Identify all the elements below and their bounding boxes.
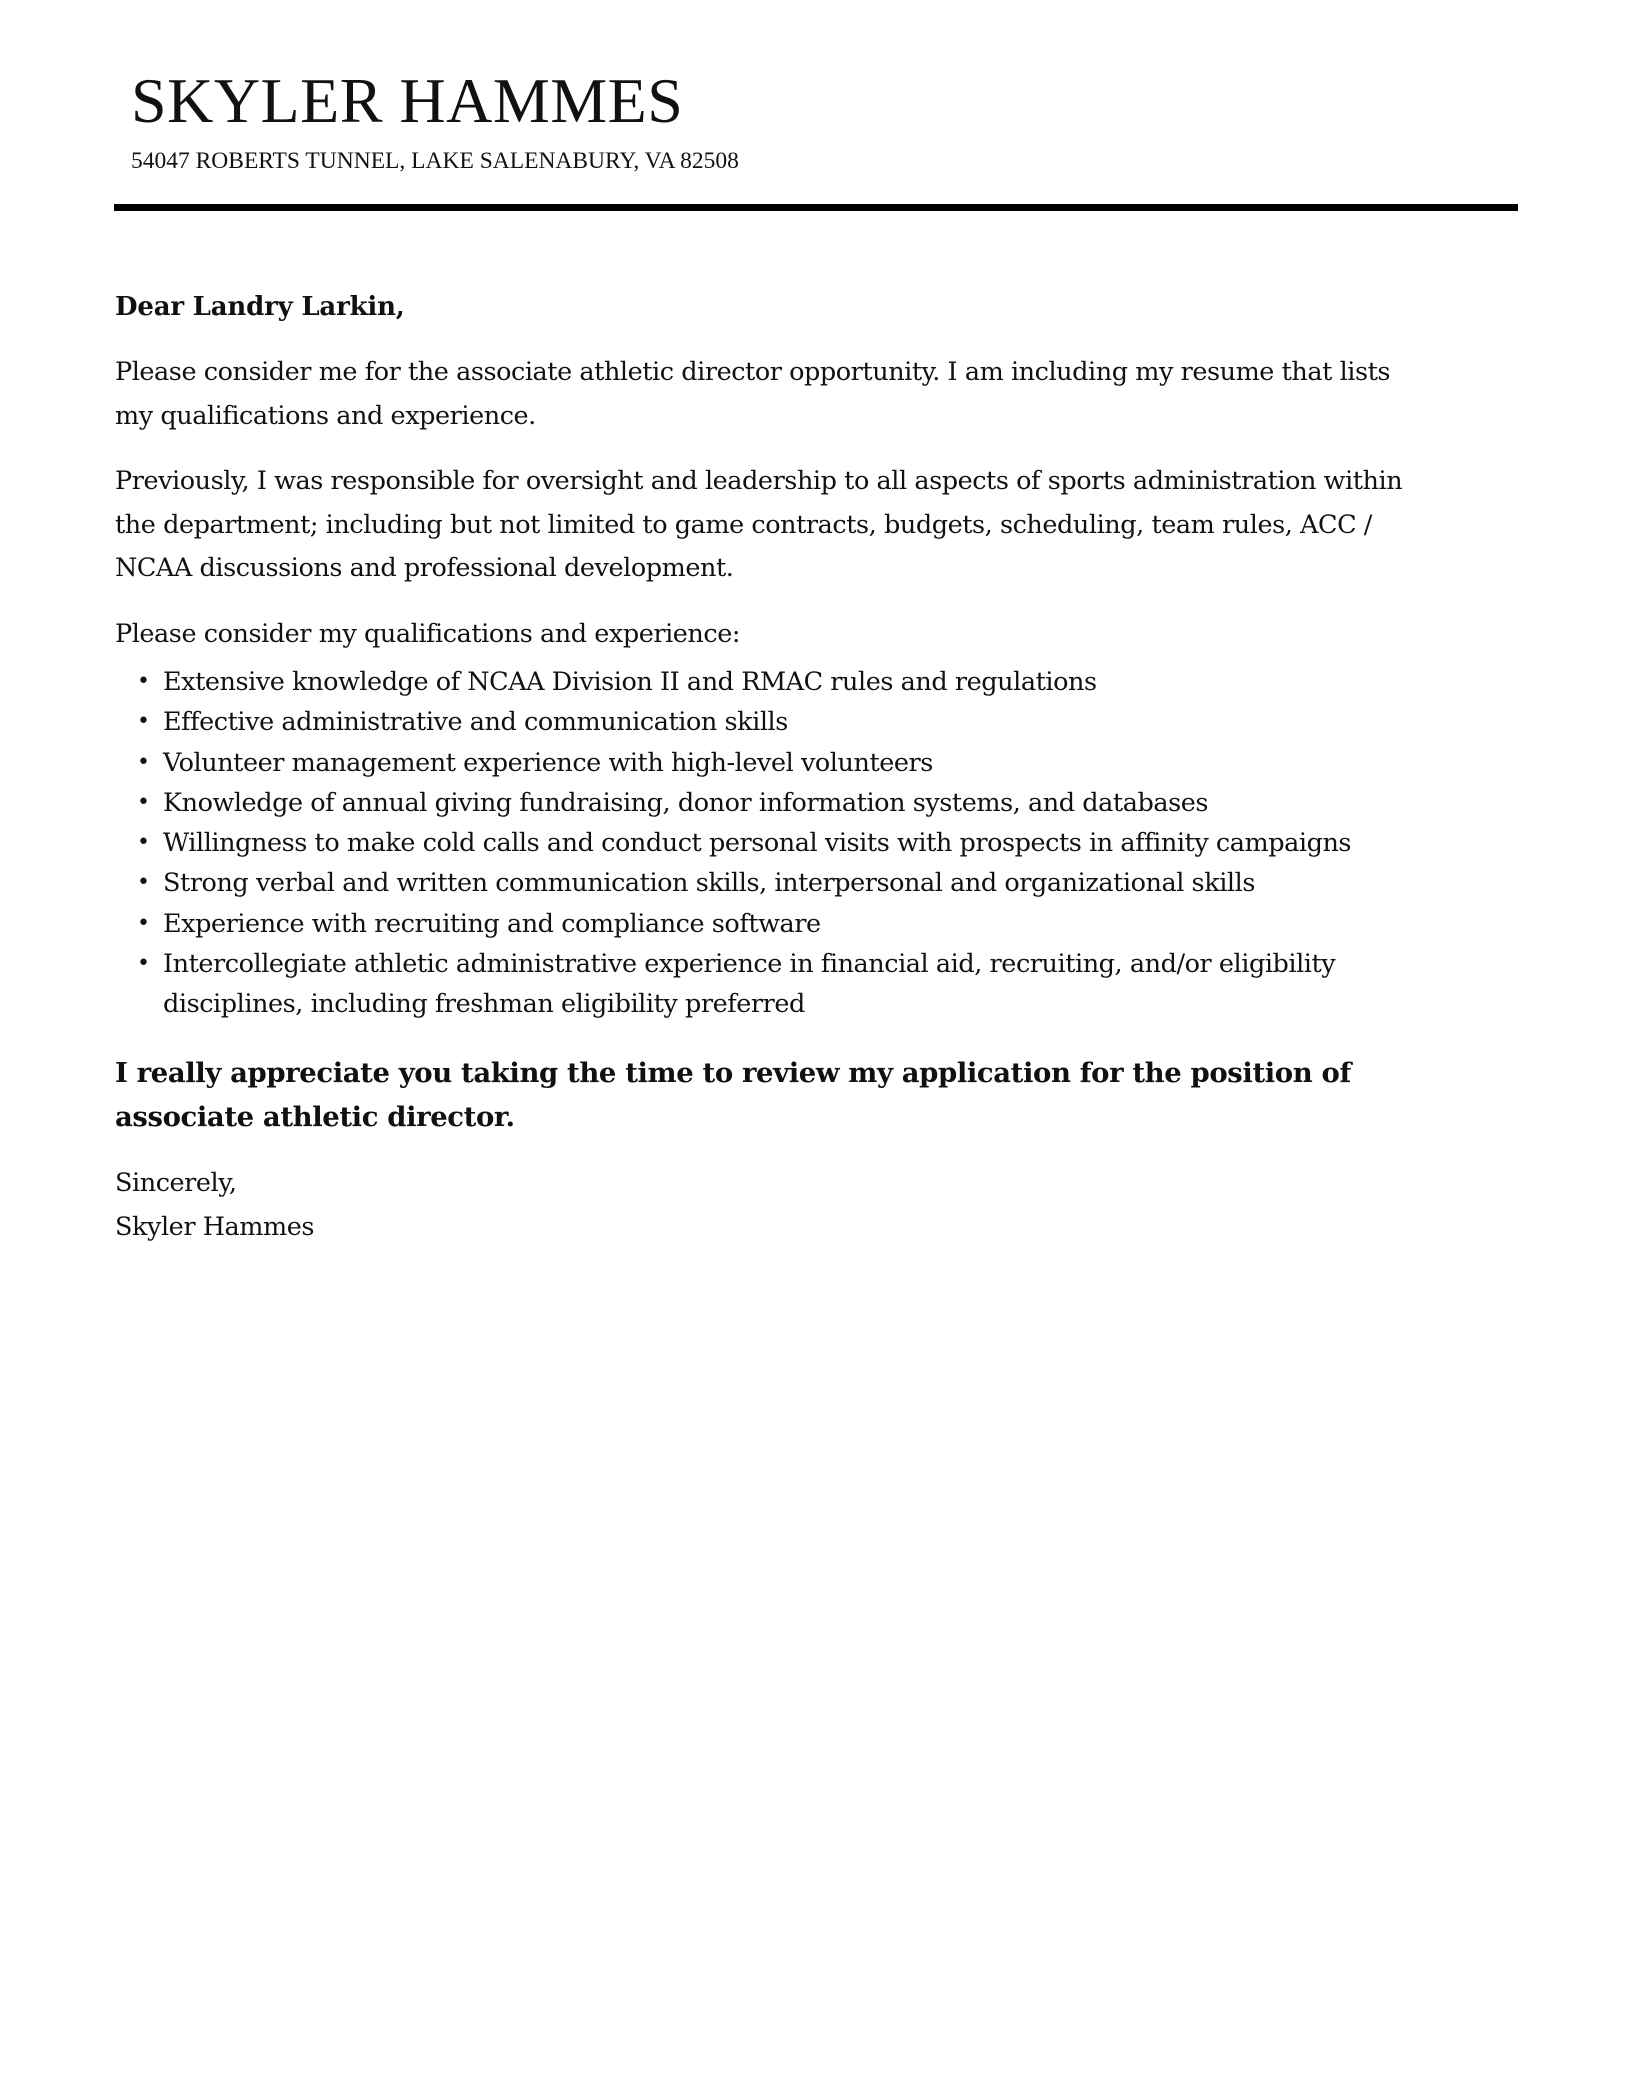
bullet-icon: • [137, 910, 150, 936]
list-item [137, 904, 1535, 944]
list-item-text: Volunteer management experience with high-level volunteers [163, 747, 933, 778]
list-item-text: Knowledge of annual giving fundraising, donor information systems, and databases [163, 787, 1209, 818]
list-item-text: Strong verbal and written communication skills, interpersonal and organizational skills [163, 868, 1255, 899]
list-item [137, 863, 1535, 903]
closing-line: I really appreciate you taking the time to review my application for the position of [115, 1056, 1351, 1089]
bullet-icon: • [137, 709, 150, 735]
bullet-icon: • [137, 789, 150, 815]
paragraph-line: the department; including but not limited to game contracts, budgets, scheduling, team rules, ACC / [115, 509, 1372, 540]
paragraph-line: Previously, I was responsible for oversight and leadership to all aspects of sports administration within [115, 466, 1403, 496]
salutation: Dear Landry Larkin, [115, 292, 405, 322]
list-item [137, 823, 1535, 863]
qualifications-intro [115, 613, 1535, 657]
valediction: Sincerely, [115, 1167, 237, 1198]
list-item [137, 944, 1535, 1025]
intro-paragraph [115, 351, 1535, 438]
bullet-icon: • [137, 951, 150, 977]
qualifications-list [115, 662, 1535, 1025]
list-item [137, 743, 1535, 783]
list-item-text: Experience with recruiting and compliance software [163, 908, 821, 939]
applicant-name: SKYLER HAMMES [131, 65, 684, 136]
signoff [115, 1161, 1535, 1249]
header-divider [114, 204, 1518, 211]
list-item [137, 702, 1535, 742]
bullet-icon: • [137, 749, 150, 775]
paragraph-line: Please consider my qualifications and experience: [115, 618, 741, 649]
list-item-text: Willingness to make cold calls and conduct personal visits with prospects in affinity campaigns [163, 828, 1352, 859]
bullet-icon: • [137, 870, 150, 896]
list-item-text: Extensive knowledge of NCAA Division II and RMAC rules and regulations [163, 667, 1097, 697]
closing-line: associate athletic director. [115, 1100, 515, 1133]
signature-name: Skyler Hammes [115, 1211, 314, 1242]
letter-body [115, 286, 1535, 1249]
closing-statement [115, 1051, 1535, 1139]
list-item-text: Intercollegiate athletic administrative experience in financial aid, recruiting, and/or eligibility [163, 949, 1336, 980]
paragraph-line: Please consider me for the associate athletic director opportunity. I am including my resume that lists [115, 357, 1391, 387]
paragraph-line: NCAA discussions and professional development. [115, 553, 734, 583]
list-item [137, 662, 1535, 702]
bullet-icon: • [137, 830, 150, 856]
list-item-text: Effective administrative and communication skills [163, 707, 788, 738]
experience-paragraph [115, 460, 1535, 591]
applicant-address: 54047 ROBERTS TUNNEL, LAKE SALENABURY, VA 82508 [131, 148, 739, 174]
paragraph-line: my qualifications and experience. [115, 400, 536, 431]
bullet-icon: • [137, 669, 150, 694]
list-item-text: disciplines, including freshman eligibility preferred [163, 989, 805, 1020]
list-item [137, 783, 1535, 823]
